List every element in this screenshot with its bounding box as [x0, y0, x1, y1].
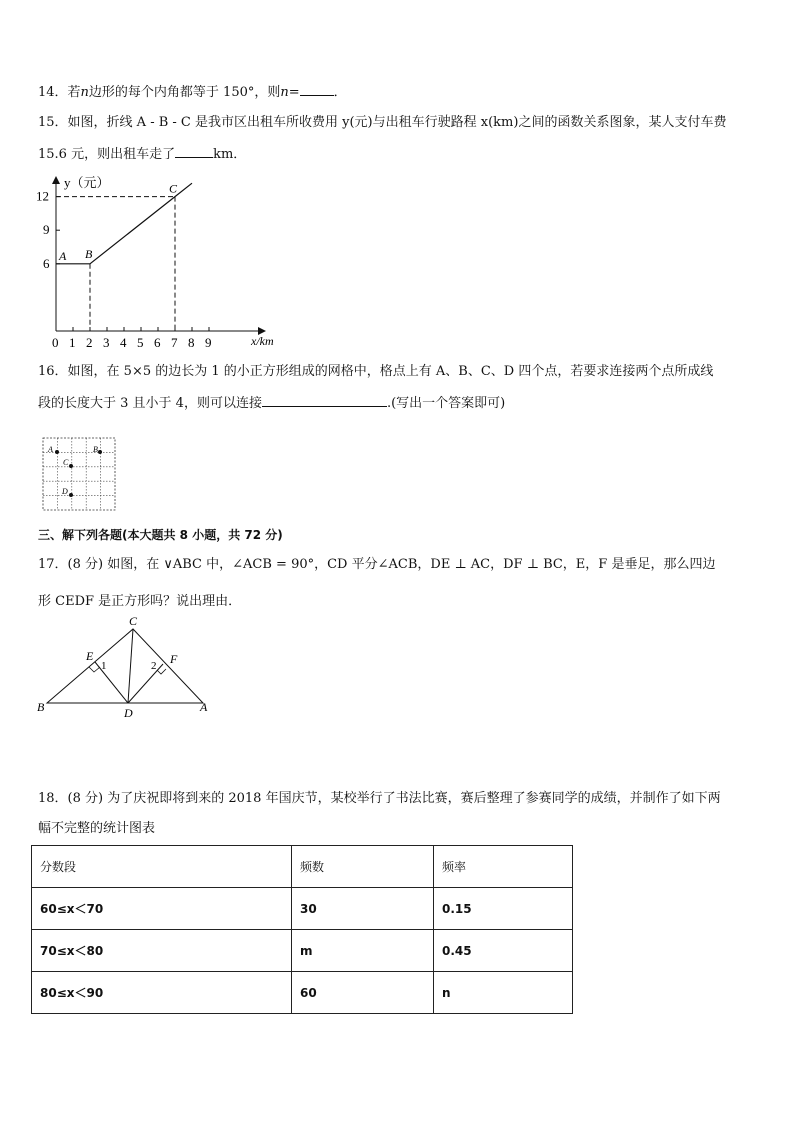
table-row	[32, 972, 573, 1014]
grid-point-b	[98, 450, 102, 454]
question-15-line2	[38, 145, 246, 164]
table-cell: 80≤x＜90	[32, 972, 292, 1014]
label-a: A	[200, 700, 208, 714]
table-cell: 0.15	[434, 888, 573, 930]
x-tick-label: 6	[154, 335, 161, 350]
table-cell: 60≤x＜70	[32, 888, 292, 930]
x-tick-group	[52, 327, 212, 350]
point-grid	[40, 435, 120, 515]
x-tick-label: 2	[86, 335, 93, 350]
q14-var-n2: n	[280, 85, 289, 100]
table-cell: 70≤x＜80	[32, 930, 292, 972]
triangle-figure	[30, 610, 220, 720]
score-table	[31, 845, 573, 1014]
table-header: 频数	[292, 846, 434, 888]
q16-answer-blank[interactable]	[262, 394, 387, 407]
q14-answer-blank[interactable]	[300, 83, 334, 96]
point-label-b: B	[85, 246, 93, 261]
table-cell: n	[434, 972, 573, 1014]
y-tick-label: 6	[43, 255, 50, 271]
label-f: F	[170, 652, 178, 666]
question-18-line1: 18．(8 分) 为了庆祝即将到来的 2018 年国庆节，某校举行了书法比赛，赛后整理了参赛同学的成绩，并制作了如下两	[38, 791, 721, 806]
question-16-line2	[38, 394, 505, 413]
grid-border	[43, 438, 115, 510]
x-tick-label: 5	[137, 335, 144, 350]
x-tick-label: 1	[69, 335, 76, 350]
question-16-line1: 16．如图，在 5×5 的边长为 1 的小正方形组成的网格中，格点上有 A、B、C、D 四个点，若要求连接两个点所成线	[38, 364, 714, 379]
point-label-a: A	[59, 248, 67, 263]
label-b: B	[37, 700, 45, 714]
x-tick-label: 4	[120, 335, 127, 350]
q14-eq: =	[288, 85, 300, 100]
q16-line2-suffix: .(写出一个答案即可)	[386, 396, 506, 411]
q16-line2-prefix: 段的长度大于 3 且小于 4，则可以连接	[38, 396, 262, 411]
grid-label-b: B	[93, 445, 98, 454]
segment-de	[95, 662, 128, 703]
q14-var-n: n	[80, 85, 89, 100]
grid-point-c	[69, 464, 73, 468]
grid-point-d	[69, 493, 73, 497]
right-angle-e	[89, 667, 100, 672]
grid-label-c: C	[63, 458, 69, 467]
point-label-c: C	[169, 181, 178, 196]
y-tick-label: 9	[43, 222, 50, 238]
table-cell: 60	[292, 972, 434, 1014]
x-tick-label: 3	[103, 335, 110, 350]
q15-answer-blank[interactable]	[175, 145, 213, 158]
table-cell: 30	[292, 888, 434, 930]
q15-line2-unit: km．	[213, 147, 247, 162]
y-axis-arrow	[52, 176, 60, 184]
table-row	[32, 888, 573, 930]
table-cell: m	[292, 930, 434, 972]
table-cell: 0.45	[434, 930, 573, 972]
segment-cd	[128, 629, 133, 703]
q14-end: ．	[333, 85, 347, 100]
y-tick-label: 12	[36, 188, 49, 204]
table-row	[32, 930, 573, 972]
table-header-row	[32, 846, 573, 888]
section-3-title: 三、解下列各题(本大题共 8 小题，共 72 分)	[38, 528, 283, 542]
question-14	[38, 83, 347, 102]
triangle-abc	[47, 629, 203, 703]
table-header: 频率	[434, 846, 573, 888]
fare-graph	[28, 170, 278, 355]
grid-lines	[43, 438, 115, 510]
label-angle-2: 2	[151, 660, 157, 672]
x-tick-label: 0	[52, 335, 59, 350]
x-tick-label: 7	[171, 335, 178, 350]
label-e: E	[86, 649, 94, 663]
grid-label-a: A	[48, 445, 53, 454]
label-d: D	[124, 706, 133, 720]
y-axis-label: y（元）	[64, 175, 110, 190]
grid-point-a	[55, 450, 59, 454]
label-c: C	[129, 614, 138, 628]
x-axis-label: x/km	[251, 334, 274, 348]
question-17-line1: 17．(8 分) 如图，在 ∨ABC 中，∠ACB = 90°，CD 平分∠ACB，DE ⊥ AC，DF ⊥ BC，E，F 是垂足，那么四边	[38, 557, 716, 572]
label-angle-1: 1	[101, 660, 107, 672]
x-tick-label: 8	[188, 335, 195, 350]
question-18-line2: 幅不完整的统计图表	[38, 821, 156, 836]
segment-df	[128, 664, 163, 703]
table-header: 分数段	[32, 846, 292, 888]
question-17-line2: 形 CEDF 是正方形吗？说出理由．	[38, 594, 242, 609]
q14-prefix: 14．若	[38, 85, 81, 100]
grid-label-d: D	[62, 487, 68, 496]
q15-line2-prefix: 15.6 元，则出租车走了	[38, 147, 176, 162]
q14-middle: 边形的每个内角都等于 150°，则	[88, 85, 281, 100]
x-tick-label: 9	[205, 335, 212, 350]
question-15-line1: 15．如图，折线 A - B - C 是我市区出租车所收费用 y(元)与出租车行驶路程 x(km)之间的函数关系图象，某人支付车费	[38, 115, 727, 130]
